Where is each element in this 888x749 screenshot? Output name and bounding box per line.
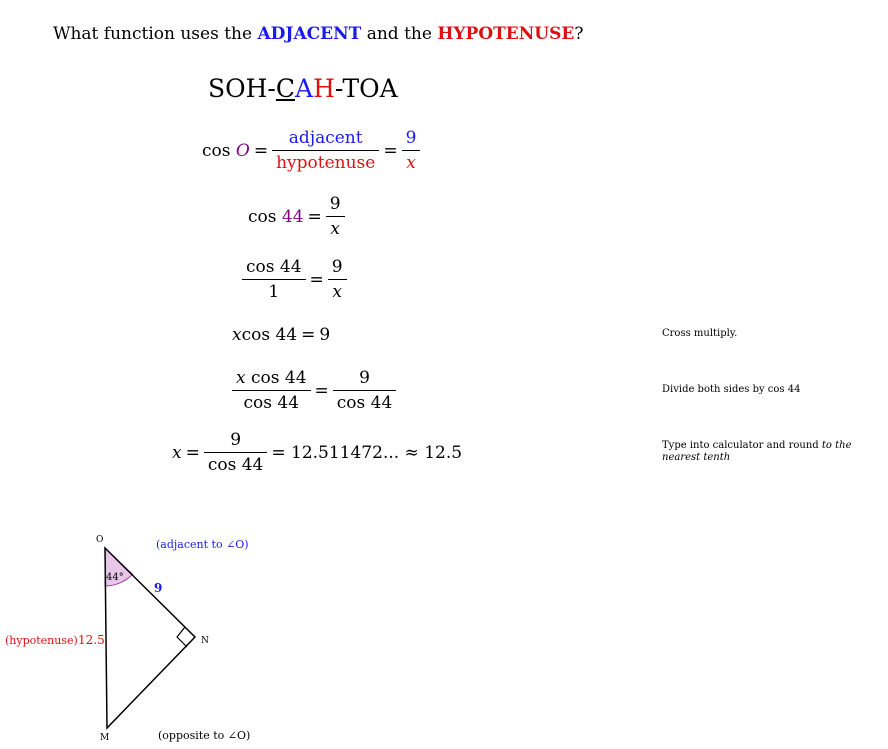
fraction-xcos44-cos44 [232,368,311,413]
denominator: 1 [268,282,280,302]
note-cross-multiply: Cross multiply. [662,328,738,339]
mnemonic-soh: SOH- [208,74,276,103]
angle-var: O [235,140,250,161]
question-mid: and the [361,24,438,44]
hypotenuse-value: 12.5 [78,633,105,647]
denominator-x: x [406,153,416,173]
value: 9 [319,325,331,345]
equation-step-4 [232,325,330,345]
denominator: cos 44 [243,393,300,413]
question-hypotenuse: HYPOTENUSE [437,24,575,44]
numerator: 9 [204,430,268,453]
mnemonic-a: A [295,74,314,103]
x-var: x [236,368,246,388]
equals-sign: = [253,140,269,161]
vertex-n: N [201,636,209,646]
equals-sign: = [309,269,324,290]
cos-term: cos 44 [245,368,307,388]
equation-step-5 [232,368,396,413]
equals-sign: = [314,380,329,401]
numerator: 9 [328,257,347,280]
adjacent-side-value: 9 [154,581,163,595]
fraction-cos44-1 [242,257,306,302]
equals-sign: = [185,442,200,463]
numerator: 9 [333,368,397,391]
cos-label: cos [248,206,277,227]
question-text [53,24,583,44]
fraction-9-cos44 [204,430,268,475]
mnemonic-c: C [275,74,296,103]
numerator: 9 [326,194,345,217]
equation-step-6 [172,430,462,475]
cos-label: cos [202,140,231,161]
x-var: x [172,442,182,463]
equals-sign: = [383,140,398,161]
denominator: x [332,282,342,302]
equation-step-2 [248,194,345,239]
note-text: Type into calculator and round [662,440,822,451]
opposite-label: (opposite to ∠O) [158,729,251,742]
denominator: x [330,219,340,239]
mnemonic-toa: -TOA [334,74,398,103]
numerator-9: 9 [402,128,421,151]
numerator: cos 44 [242,257,306,280]
note-italic-text: to the nearest tenth [662,440,852,463]
result-value: = 12.511472... ≈ 12.5 [271,442,463,463]
denominator-hypotenuse: hypotenuse [276,153,376,173]
vertex-m: M [100,733,110,743]
x-var: x [232,325,242,345]
soh-cah-toa-title [208,74,398,103]
question-suffix: ? [574,24,584,44]
equation-step-1 [202,128,420,173]
hypotenuse-label: (hypotenuse) [5,634,78,647]
fraction-9-x [328,257,347,302]
note-divide: Divide both sides by cos 44 [662,384,801,395]
right-angle-mark [177,627,187,647]
fraction-adj-hyp [272,128,379,173]
triangle-diagram [0,525,300,747]
equals-sign: = [301,325,316,345]
question-prefix: What function uses the [53,24,258,44]
vertex-o: O [96,535,104,545]
equals-sign: = [307,206,322,227]
adjacent-label: (adjacent to ∠O) [156,538,249,551]
question-adjacent: ADJACENT [257,24,362,44]
equation-step-3 [242,257,347,302]
numerator-adjacent: adjacent [272,128,379,151]
fraction-9-cos44 [333,368,397,413]
angle-value: 44 [281,206,304,227]
note-calculator [662,440,877,464]
fraction-9-x [326,194,345,239]
fraction-9-x [402,128,421,173]
denominator: cos 44 [336,393,393,413]
cos-term: cos 44 [241,325,298,345]
mnemonic-h: H [313,74,335,103]
angle-label: 44° [106,572,124,583]
denominator: cos 44 [207,455,264,475]
